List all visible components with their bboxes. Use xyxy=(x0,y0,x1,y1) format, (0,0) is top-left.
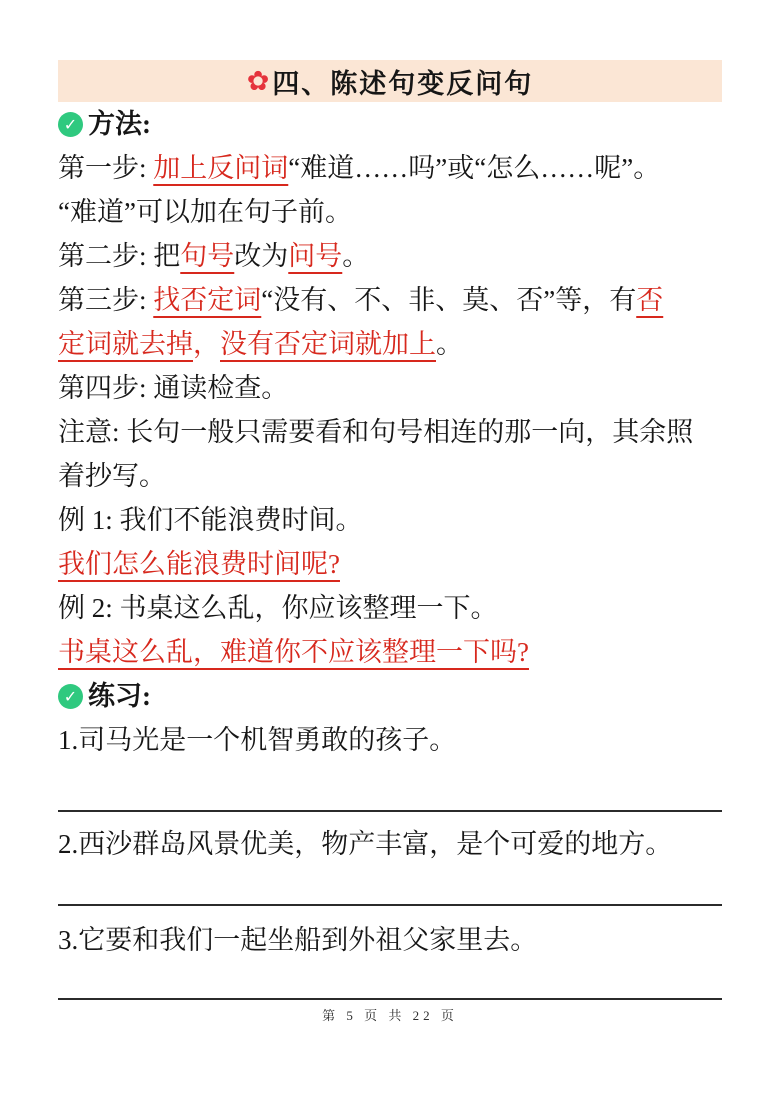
step-1-prefix: 第一步: xyxy=(58,153,154,183)
step-2-keyword-period: 句号 xyxy=(180,241,235,271)
practice-section-header xyxy=(58,674,722,718)
example-1-answer-text: 我们怎么能浪费时间呢? xyxy=(58,549,340,579)
step-3-cont-comma: ， xyxy=(193,329,220,359)
step-4-text: 第四步: 通读检查。 xyxy=(58,373,289,403)
check-icon: ✓ xyxy=(58,684,83,709)
page-number-footer: 第 5 页 共 22 页 xyxy=(322,1008,458,1023)
step-2-mid: 改为 xyxy=(234,241,289,271)
step-3-cont-red2: 没有否定词就加上 xyxy=(220,329,436,359)
example-2-answer xyxy=(58,630,722,674)
step-2-prefix: 第二步: 把 xyxy=(58,241,181,271)
method-note-line-1 xyxy=(58,410,722,454)
method-label: 方法: xyxy=(88,109,151,139)
step-1-rest: “难道……吗”或“怎么……呢”。 xyxy=(288,153,661,183)
flower-icon: ✿ xyxy=(246,65,270,96)
method-note-line-2 xyxy=(58,454,722,498)
practice-question-1 xyxy=(58,718,722,762)
method-step-2 xyxy=(58,234,722,278)
method-step-1 xyxy=(58,146,722,190)
answer-blank-line-3 xyxy=(58,998,722,1000)
step-3-keyword-tail: 否 xyxy=(636,285,664,315)
section-title-band xyxy=(58,60,722,102)
practice-question-3-text: 3.它要和我们一起坐船到外祖父家里去。 xyxy=(58,925,538,955)
example-1-question-text: 例 1: 我们不能浪费时间。 xyxy=(58,505,363,535)
answer-blank-line-2 xyxy=(58,904,722,906)
step-1-keyword: 加上反问词 xyxy=(153,153,289,183)
step-2-end: 。 xyxy=(342,241,370,271)
method-step-3 xyxy=(58,278,722,322)
practice-question-2 xyxy=(58,822,722,866)
step-3-prefix: 第三步: xyxy=(58,285,154,315)
step-2-keyword-question: 问号 xyxy=(288,241,343,271)
practice-question-1-text: 1.司马光是一个机智勇敢的孩子。 xyxy=(58,725,457,755)
example-2-question-text: 例 2: 书桌这么乱，你应该整理一下。 xyxy=(58,593,498,623)
practice-label: 练习: xyxy=(88,681,151,711)
method-section-header xyxy=(58,102,722,146)
practice-question-3 xyxy=(58,918,722,962)
step-3-cont-red1: 定词就去掉 xyxy=(58,329,193,359)
practice-question-2-text: 2.西沙群岛风景优美，物产丰富，是个可爱的地方。 xyxy=(58,829,673,859)
note-text-2: 着抄写。 xyxy=(58,461,166,491)
method-step-4 xyxy=(58,366,722,410)
step-3-cont-end: 。 xyxy=(436,329,463,359)
step-3-keyword: 找否定词 xyxy=(153,285,262,315)
page-title: 四、陈述句变反问句 xyxy=(272,68,534,99)
example-1-question xyxy=(58,498,722,542)
example-2-answer-text: 书桌这么乱，难道你不应该整理一下吗? xyxy=(58,637,529,667)
answer-blank-line-1 xyxy=(58,810,722,812)
check-icon: ✓ xyxy=(58,112,83,137)
step-1-cont-text: “难道”可以加在句子前。 xyxy=(58,197,352,227)
method-step-1-continued xyxy=(58,190,722,234)
example-2-question xyxy=(58,586,722,630)
example-1-answer xyxy=(58,542,722,586)
method-step-3-continued xyxy=(58,322,722,366)
step-3-mid: “没有、不、非、莫、否”等，有 xyxy=(261,285,637,315)
note-text-1: 注意: 长句一般只需要看和句号相连的那一向，其余照 xyxy=(58,417,694,447)
